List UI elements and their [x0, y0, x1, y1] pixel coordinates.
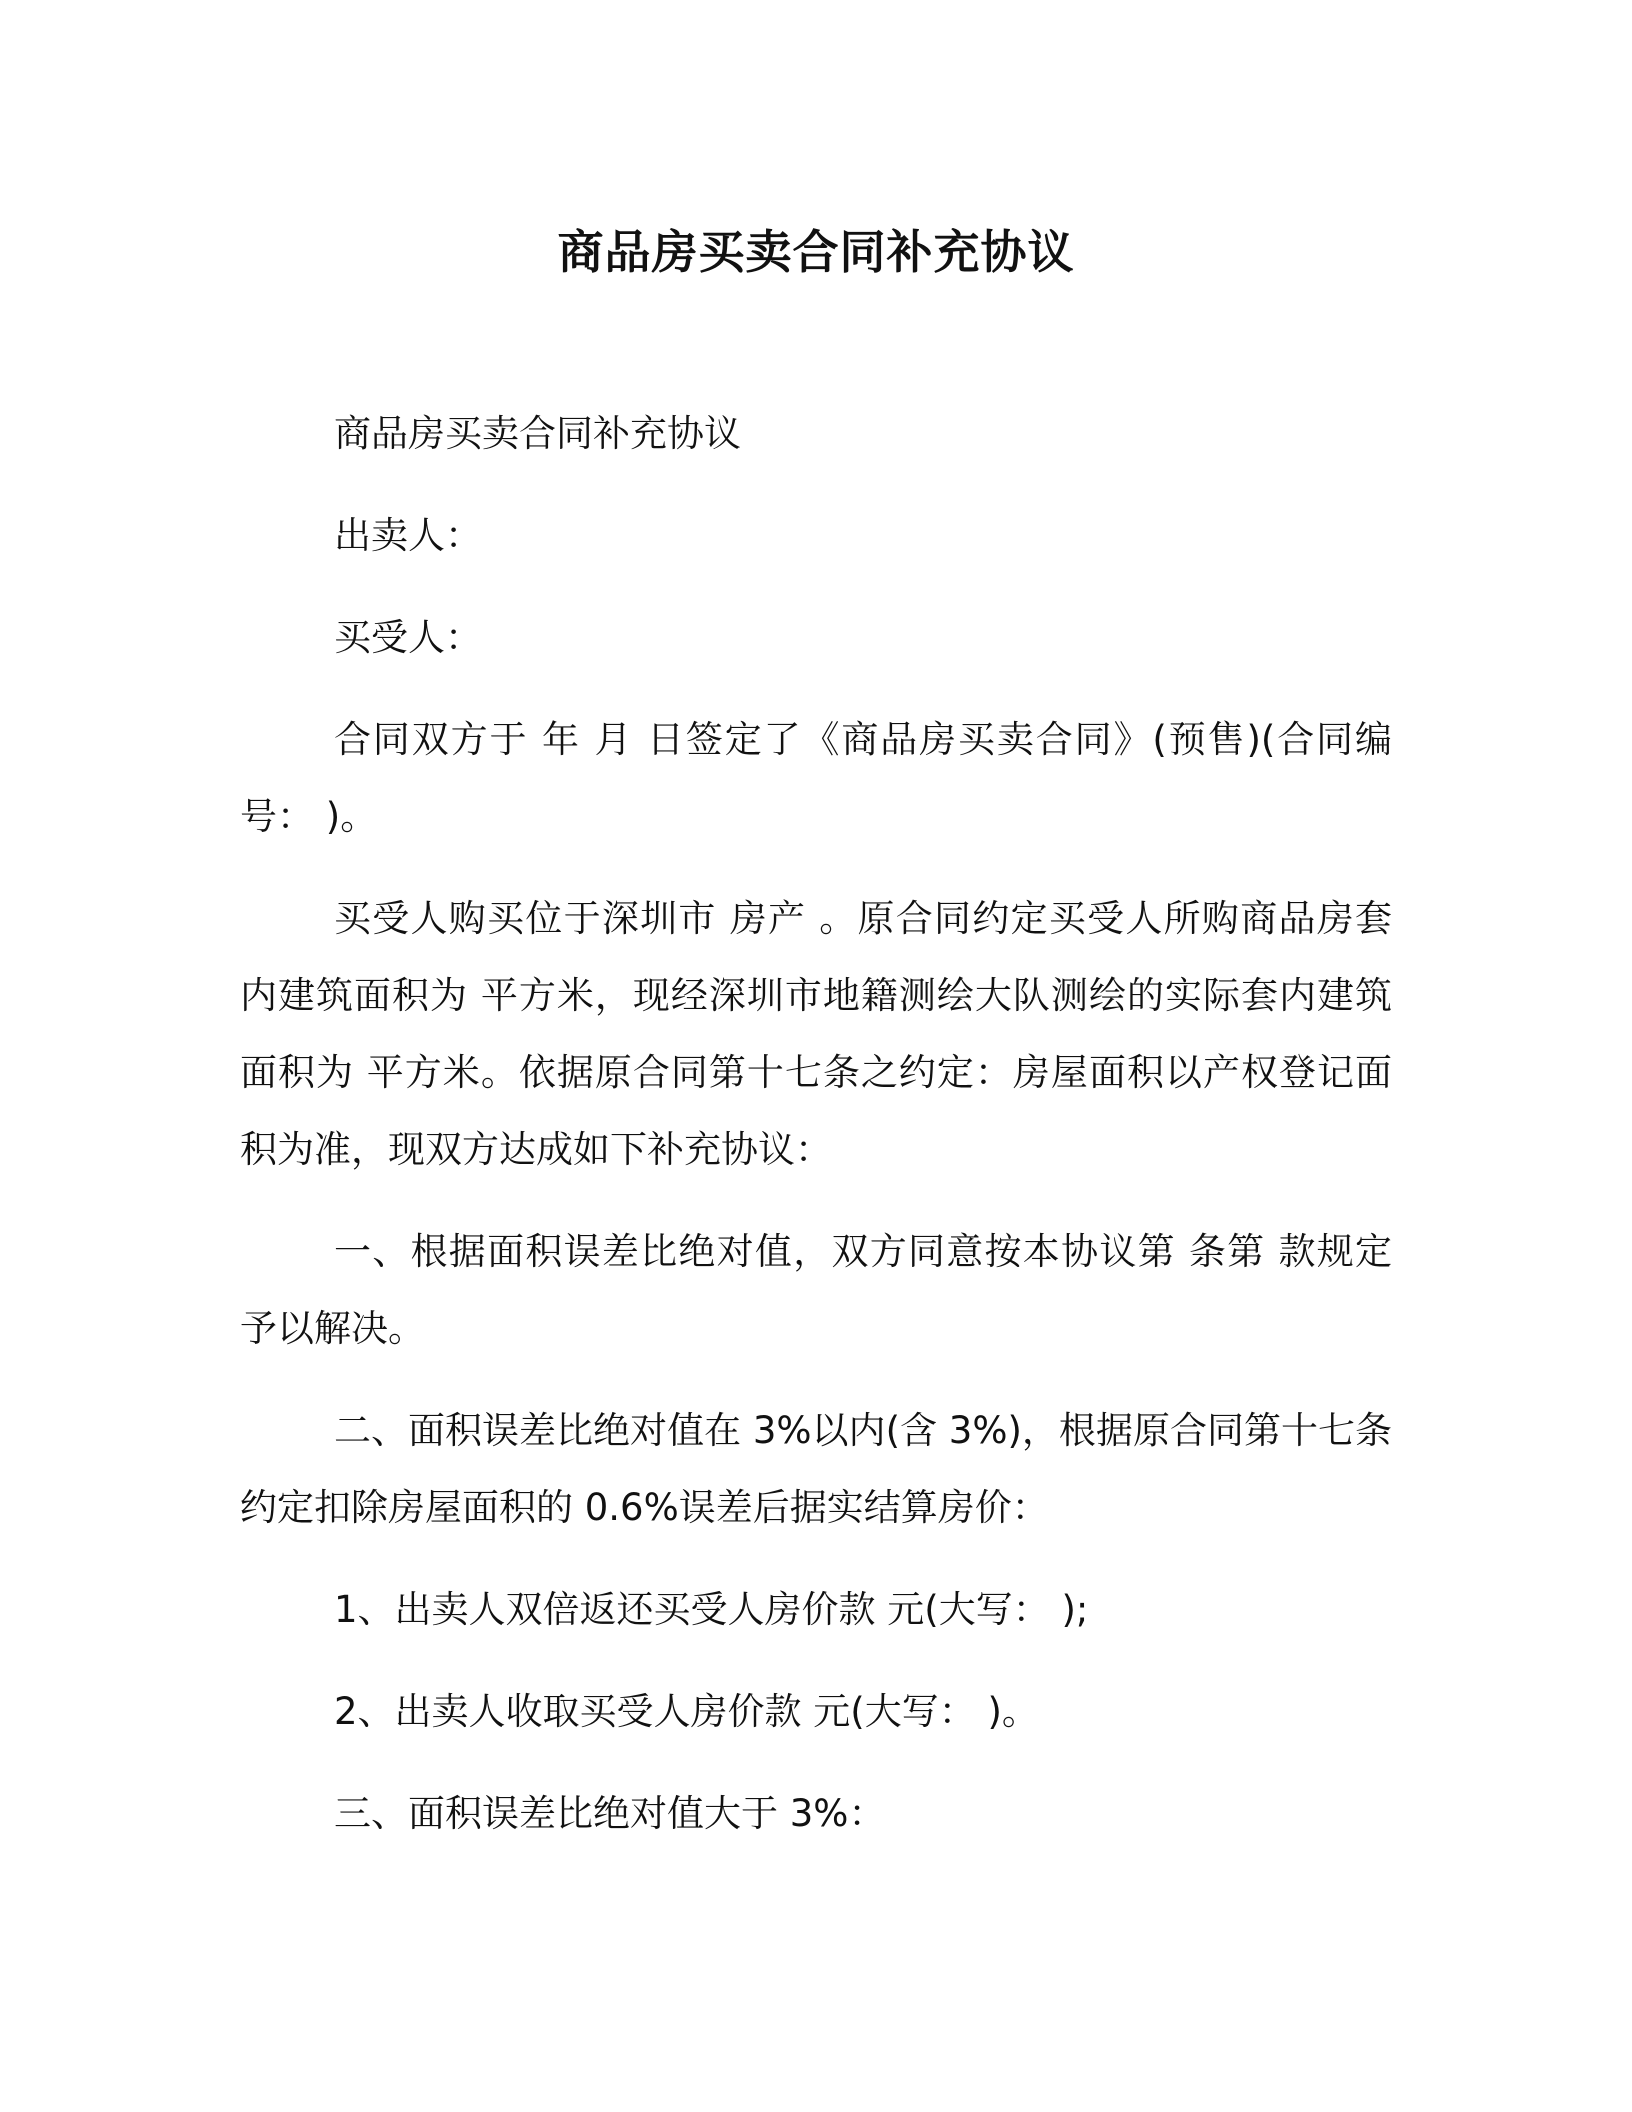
document-title: 商品房买卖合同补充协议 — [557, 225, 1075, 279]
paragraph-property-area: 买受人购买位于深圳市 房产 。原合同约定买受人所购商品房套内建筑面积为 平方米，现经深圳市地籍测绘大队测绘的实际套内建筑面积为 平方米。依据原合同第十七条之约定：房屋面积以产权登记面积为准，现双方达成如下补充协议： — [240, 897, 1392, 1171]
paragraph-contract-date: 合同双方于 年 月 日签定了《商品房买卖合同》(预售)(合同编号： )。 — [240, 718, 1392, 838]
document-body — [240, 395, 1392, 1877]
paragraph-item-2: 2、出卖人收取买受人房价款 元(大写： )。 — [334, 1690, 1039, 1733]
paragraph-clause-3: 三、面积误差比绝对值大于 3%： — [334, 1792, 886, 1835]
paragraph-item-1: 1、出卖人双倍返还买受人房价款 元(大写： ); — [334, 1588, 1089, 1631]
paragraph-heading: 商品房买卖合同补充协议 — [334, 412, 741, 455]
paragraph-clause-1: 一、根据面积误差比绝对值，双方同意按本协议第 条第 款规定予以解决。 — [240, 1230, 1392, 1350]
paragraph-clause-2: 二、面积误差比绝对值在 3%以内(含 3%)，根据原合同第十七条约定扣除房屋面积的 0.6%误差后据实结算房价： — [240, 1409, 1392, 1529]
paragraph-seller: 出卖人： — [334, 514, 482, 557]
paragraph-buyer: 买受人： — [334, 616, 482, 659]
